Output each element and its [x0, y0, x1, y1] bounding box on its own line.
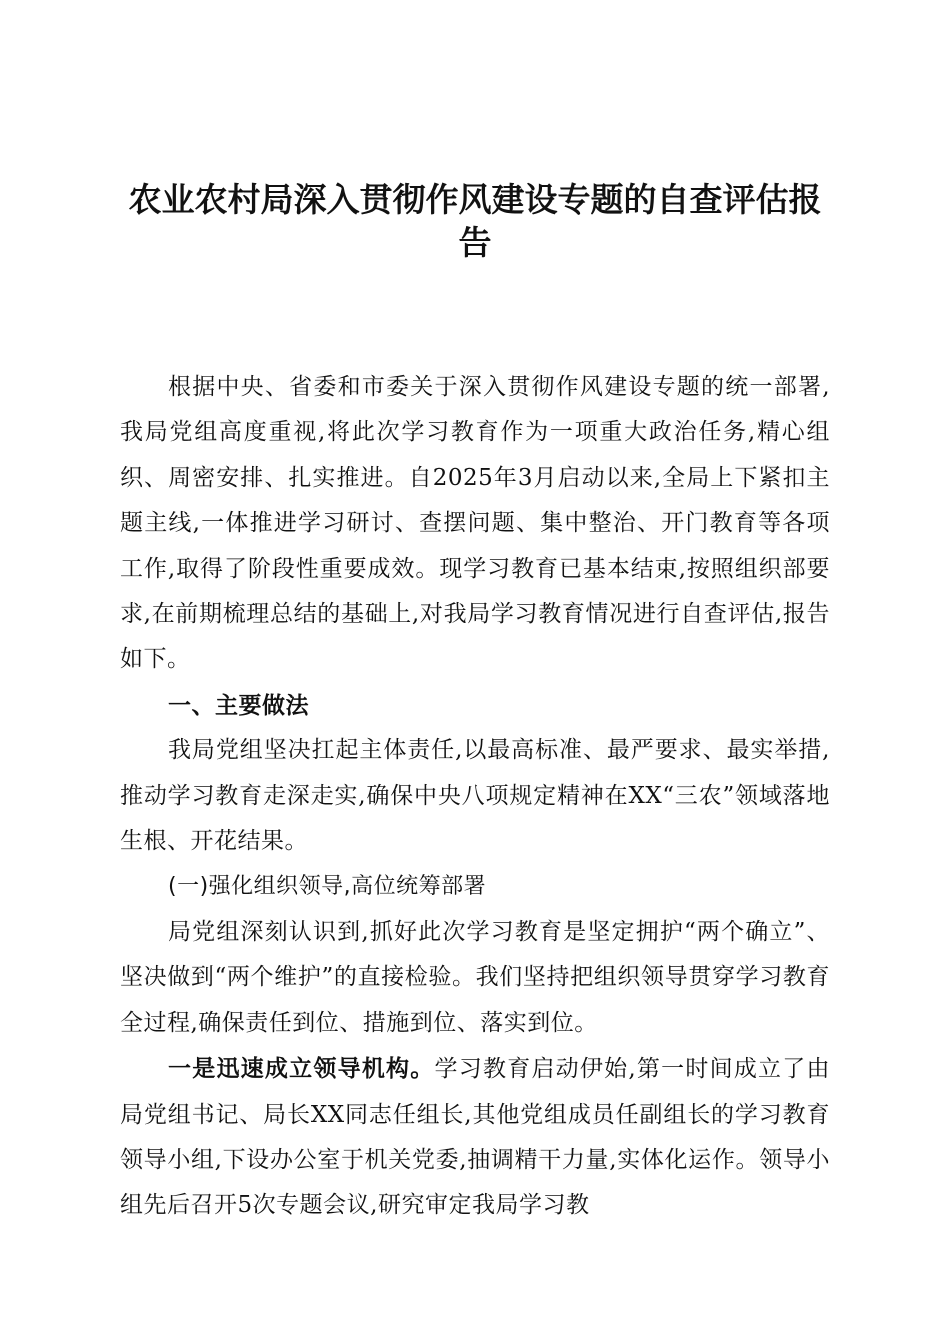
document-title: 农业农村局深入贯彻作风建设专题的自查评估报告 [128, 180, 822, 262]
lead-paragraph-text: 学习教育启动伊始,第一时间成立了由局党组书记、局长XX同志任组长,其他党组成员任副组长的学习教育领导小组,下设办公室于机关党委,抽调精干力量,实体化运作。领导小组先后召开5次专题会议,研究审定我局学习教 [120, 1056, 831, 1219]
lead-phrase: 一是迅速成立领导机构。 [168, 1055, 435, 1083]
section-heading-main-practices: 一、主要做法 [168, 691, 309, 719]
subsection-heading-organization: (一)强化组织领导,高位统筹部署 [168, 874, 487, 900]
section-intro-paragraph: 我局党组坚决扛起主体责任,以最高标准、最严要求、最实举措,推动学习教育走深走实,确保中央八项规定精神在XX“三农”领域落地生根、开花结果。 [120, 737, 830, 855]
intro-paragraph: 根据中央、省委和市委关于深入贯彻作风建设专题的统一部署,我局党组高度重视,将此次学习教育作为一项重大政治任务,精心组织、周密安排、扎实推进。自2025年3月启动以来,全局上下紧扣主题主线,一体推进学习研讨、查摆问题、集中整治、开门教育等各项工作,取得了阶段性重要成效。现学习教育已基本结束,按照组织部要求,在前期梳理总结的基础上,对我局学习教育情况进行自查评估,报告如下。 [120, 374, 830, 673]
document-body [120, 365, 830, 1229]
lead-paragraph [120, 1046, 830, 1229]
document-content [120, 178, 830, 1229]
subsection-paragraph: 局党组深刻认识到,抓好此次学习教育是坚定拥护“两个确立”、坚决做到“两个维护”的直接检验。我们坚持把组织领导贯穿学习教育全过程,确保责任到位、措施到位、落实到位。 [120, 918, 830, 1036]
